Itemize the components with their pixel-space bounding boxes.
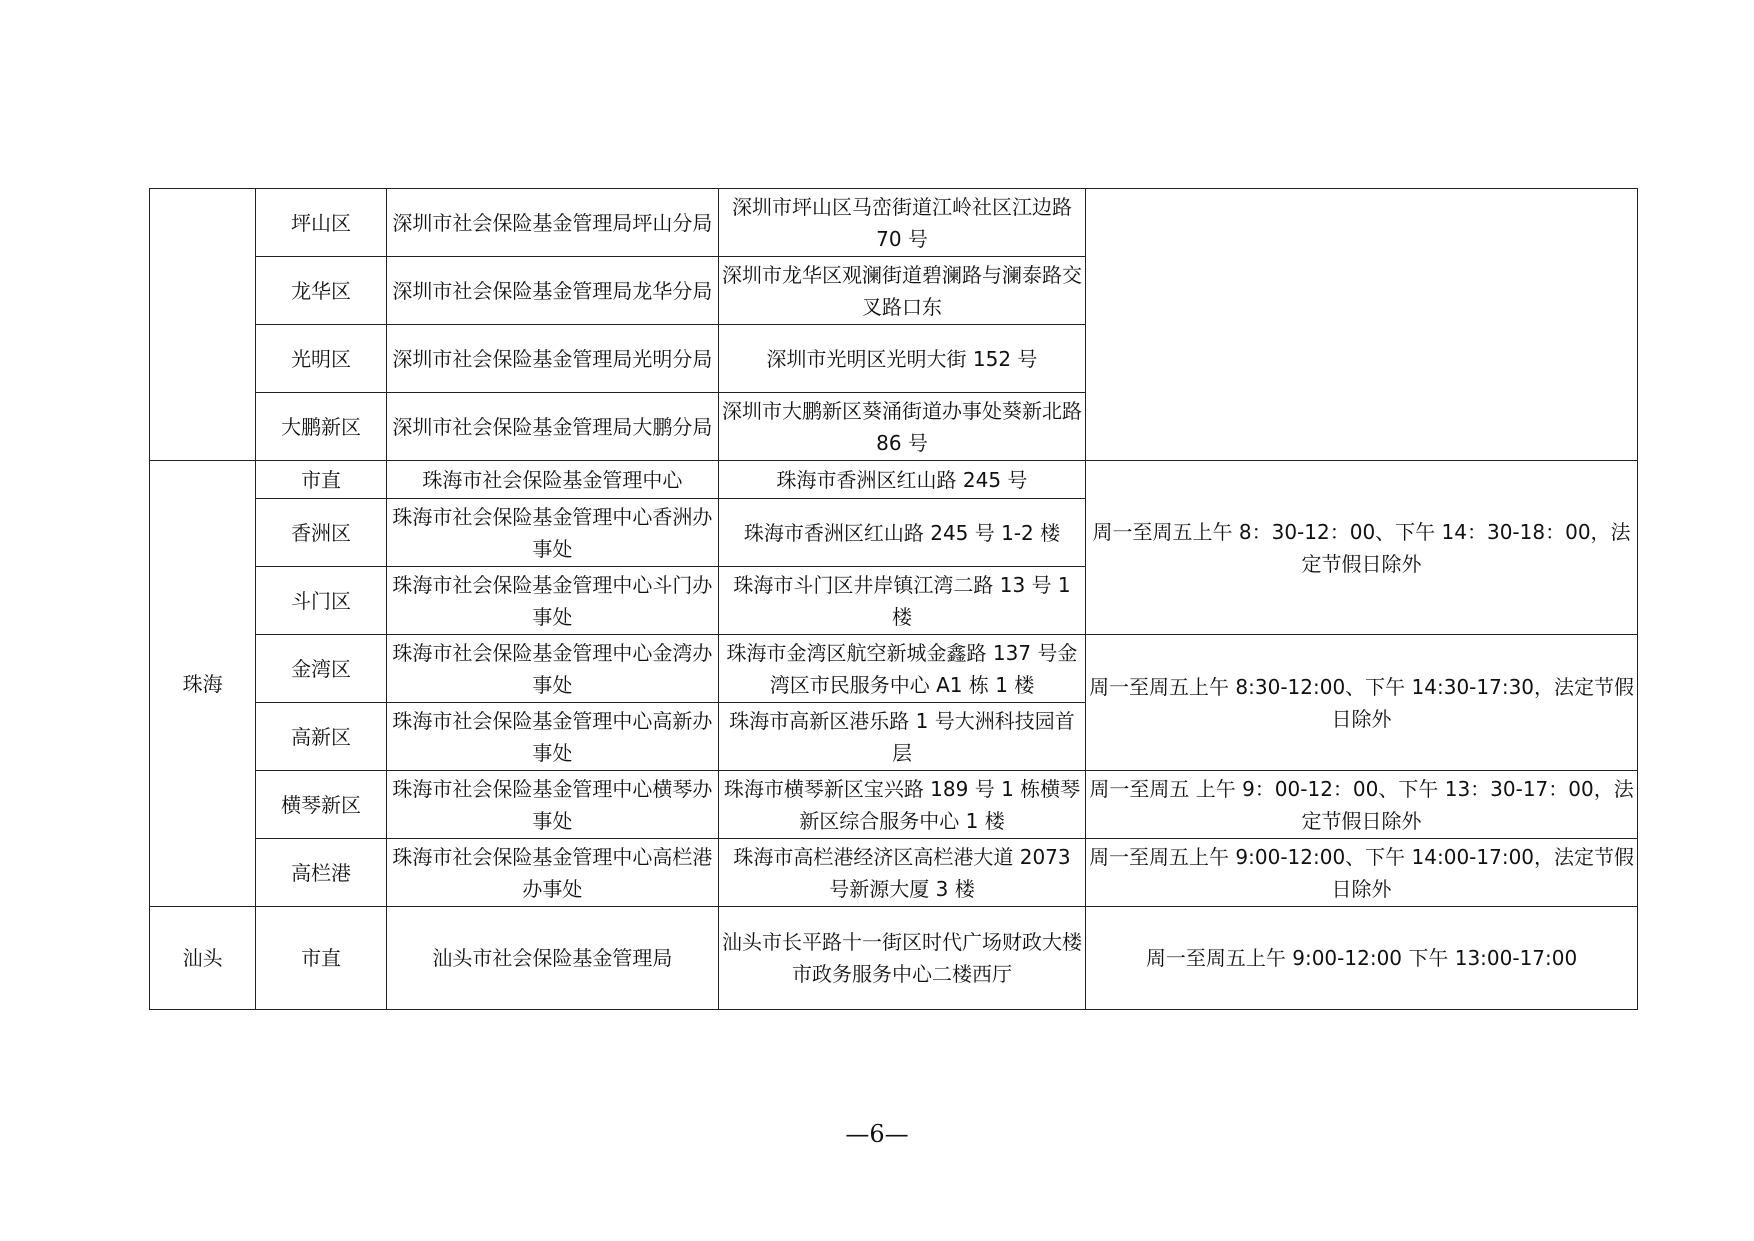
org-cell: 珠海市社会保险基金管理中心高栏港办事处 [386,839,718,907]
district-cell: 市直 [256,907,386,1010]
table-row [150,635,1638,703]
org-cell: 珠海市社会保险基金管理中心斗门办事处 [386,567,718,635]
address-cell: 珠海市高新区港乐路 1 号大洲科技园首层 [718,703,1085,771]
org-cell: 珠海市社会保险基金管理中心金湾办事处 [386,635,718,703]
hours-cell: 周一至周五上午 9:00-12:00、下午 14:00-17:00，法定节假日除外 [1086,839,1638,907]
district-cell: 龙华区 [256,257,386,325]
table-row [150,189,1638,257]
org-cell: 珠海市社会保险基金管理中心横琴办事处 [386,771,718,839]
org-cell: 深圳市社会保险基金管理局光明分局 [386,325,718,393]
table-row [150,461,1638,499]
org-cell: 珠海市社会保险基金管理中心 [386,461,718,499]
hours-cell: 周一至周五 上午 9：00-12：00、下午 13：30-17：00，法定节假日除外 [1086,771,1638,839]
district-cell: 金湾区 [256,635,386,703]
org-cell: 深圳市社会保险基金管理局大鹏分局 [386,393,718,461]
district-cell: 香洲区 [256,499,386,567]
service-offices-table [149,188,1638,1010]
address-cell: 汕头市长平路十一街区时代广场财政大楼市政务服务中心二楼西厅 [718,907,1085,1010]
district-cell: 斗门区 [256,567,386,635]
org-cell: 珠海市社会保险基金管理中心香洲办事处 [386,499,718,567]
address-cell: 珠海市香洲区红山路 245 号 [718,461,1085,499]
hours-cell: 周一至周五上午 8:30-12:00、下午 14:30-17:30，法定节假日除外 [1086,635,1638,771]
address-cell: 珠海市横琴新区宝兴路 189 号 1 栋横琴新区综合服务中心 1 楼 [718,771,1085,839]
address-cell: 珠海市香洲区红山路 245 号 1-2 楼 [718,499,1085,567]
table-row [150,839,1638,907]
page-number: —6— [845,1120,909,1148]
address-cell: 珠海市高栏港经济区高栏港大道 2073 号新源大厦 3 楼 [718,839,1085,907]
org-cell: 深圳市社会保险基金管理局龙华分局 [386,257,718,325]
district-cell: 坪山区 [256,189,386,257]
table-row [150,907,1638,1010]
city-cell: 汕头 [150,907,256,1010]
district-cell: 横琴新区 [256,771,386,839]
org-cell: 深圳市社会保险基金管理局坪山分局 [386,189,718,257]
district-cell: 大鹏新区 [256,393,386,461]
table-row [150,771,1638,839]
city-cell [150,189,256,461]
hours-cell: 周一至周五上午 9:00-12:00 下午 13:00-17:00 [1086,907,1638,1010]
address-cell: 深圳市光明区光明大街 152 号 [718,325,1085,393]
district-cell: 市直 [256,461,386,499]
address-cell: 深圳市龙华区观澜街道碧澜路与澜泰路交叉路口东 [718,257,1085,325]
district-cell: 光明区 [256,325,386,393]
district-cell: 高栏港 [256,839,386,907]
address-cell: 珠海市金湾区航空新城金鑫路 137 号金湾区市民服务中心 A1 栋 1 楼 [718,635,1085,703]
hours-cell: 周一至周五上午 8：30-12：00、下午 14：30-18：00，法定节假日除外 [1086,461,1638,635]
address-cell: 深圳市大鹏新区葵涌街道办事处葵新北路 86 号 [718,393,1085,461]
hours-cell [1086,189,1638,461]
district-cell: 高新区 [256,703,386,771]
address-cell: 深圳市坪山区马峦街道江岭社区江边路 70 号 [718,189,1085,257]
address-cell: 珠海市斗门区井岸镇江湾二路 13 号 1 楼 [718,567,1085,635]
org-cell: 汕头市社会保险基金管理局 [386,907,718,1010]
org-cell: 珠海市社会保险基金管理中心高新办事处 [386,703,718,771]
city-cell: 珠海 [150,461,256,907]
